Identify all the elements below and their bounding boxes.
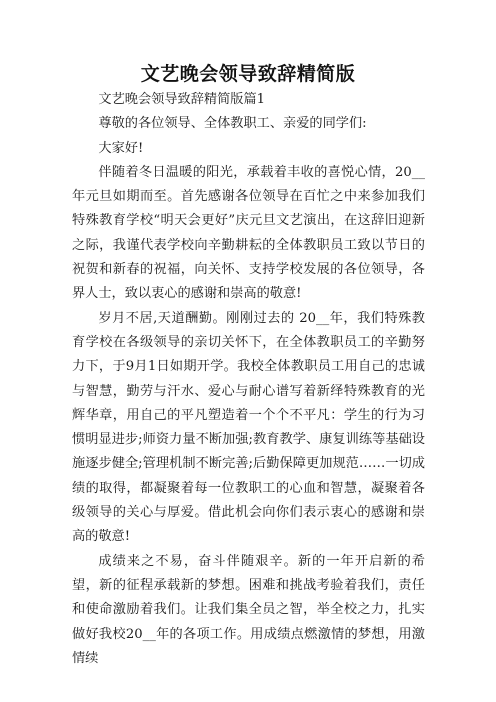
document-title: 文艺晚会领导致辞精简版 (140, 63, 356, 85)
paragraph-greeting: 大家好! (98, 140, 144, 156)
paragraph-review: 岁月不居,天道酬勤。刚刚过去的 20__年，我们特殊教育学校在各级领导的亲切关怀下，在全体教职员工的辛勤努力下，于9月1日如期开学。我校全体教职员工用自己的忠诚与智慧，勤劳与汗水、爱心与耐心谱写着新绎特殊教育的光辉华章，用自己的平凡塑造着一个个不平凡：学生的行为习惯明显进步;师资力量不断加强;教育教学、康复训练等基础设施逐步健全;管理机制不断完善;后勤保障更加规范……一切成绩的取得，都凝聚着每一位教职工的心血和智慧，凝聚着各级领导的关心与厚爱。借此机会向你们表示衷心的感谢和崇高的敬意! (72, 310, 425, 545)
paragraph-salutation: 尊敬的各位领导、全体教职工、亲爱的同学们: (98, 116, 367, 132)
document-body (72, 88, 425, 671)
paragraph-opening: 伴随着冬日温暖的阳光，承载着丰收的喜悦心情，20__年元旦如期而至。首先感谢各位领导在百忙之中来参加我们特殊教育学校“明天会更好”庆元旦文艺演出，在这辞旧迎新之际，我谨代表学校向辛勤耕耘的全体教职员工致以节日的祝贺和新春的祝福，向关怀、支持学校发展的各位领导，各界人士，致以衷心的感谢和崇高的敬意! (72, 164, 425, 302)
paragraph-outlook: 成绩来之不易，奋斗伴随艰辛。新的一年开启新的希望，新的征程承载新的梦想。困难和挑战考验着我们，责任和使命激励着我们。让我们集全员之智，举全校之力，扎实做好我校20__年的各项工作。用成绩点燃激情的梦想，用激情续 (72, 553, 425, 666)
paragraph-subtitle: 文艺晚会领导致辞精简版篇1 (98, 92, 266, 107)
